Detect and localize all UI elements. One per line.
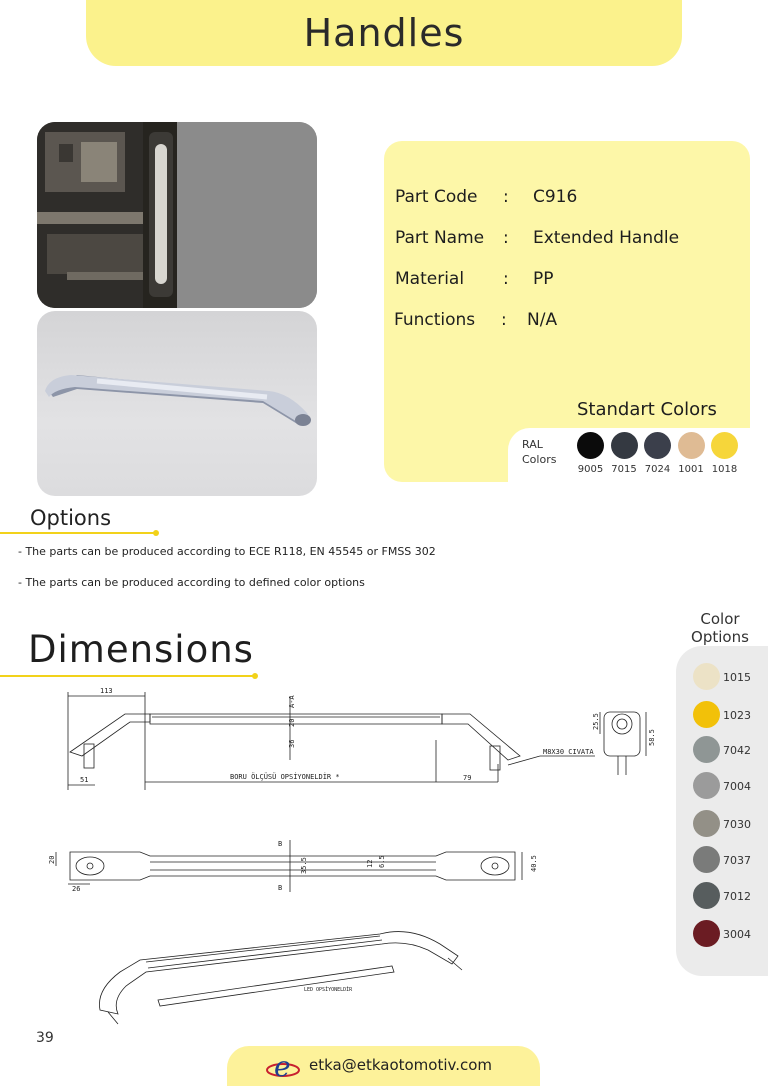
functions-label: Functions: [394, 310, 476, 330]
material-value: PP: [533, 269, 554, 289]
color-option-swatch-7030: [693, 810, 720, 837]
part-name-value: Extended Handle: [533, 228, 680, 248]
dim-113: 113: [100, 687, 113, 695]
dim-58-5: 58.5: [648, 729, 656, 746]
color-option-code-7004: 7004: [723, 780, 751, 793]
part-name-row: [395, 228, 679, 248]
material-row: [395, 269, 554, 289]
section-mark-b-top: B: [278, 840, 283, 848]
section-view: [600, 712, 646, 775]
dim-20-top: 20: [48, 855, 56, 864]
color-option-code-1023: 1023: [723, 709, 751, 722]
color-options-title: [680, 610, 760, 646]
color-options-title-line-2: Options: [691, 628, 749, 646]
color-option-code-7012: 7012: [723, 890, 751, 903]
options-underline: [0, 532, 156, 534]
technical-drawing: [0, 676, 676, 1036]
options-title: Options: [30, 506, 112, 530]
dim-12: 12: [366, 859, 374, 868]
standard-color-swatch-1001: [678, 432, 705, 459]
option-bullet-2: - The parts can be produced according to defined color options: [18, 576, 365, 589]
part-code-row: [395, 187, 577, 207]
isometric-view: [99, 932, 462, 1024]
standard-color-swatch-7015: [611, 432, 638, 459]
dim-25-5: 25.5: [592, 713, 600, 730]
dim-boru-note: BORU ÖLÇÜSÜ OPSİYONELDİR *: [230, 773, 340, 781]
standard-color-code-9005: 9005: [577, 464, 604, 475]
color-option-code-7037: 7037: [723, 854, 751, 867]
standard-color-swatch-9005: [577, 432, 604, 459]
part-code-colon: :: [503, 187, 509, 207]
section-mark-b-bottom: B: [278, 884, 283, 892]
functions-value: N/A: [527, 310, 558, 330]
color-options-panel: [676, 646, 768, 976]
standard-colors-title: Standart Colors: [577, 399, 717, 420]
options-underline-dot: [153, 530, 159, 536]
part-code-label: Part Code: [395, 187, 478, 207]
part-name-colon: :: [503, 228, 509, 248]
functions-colon: :: [501, 310, 507, 330]
product-photo-handle: [37, 311, 317, 496]
dim-36: 36: [288, 739, 296, 748]
page-title: Handles: [303, 11, 465, 55]
ral-colors-label: [522, 437, 562, 467]
ral-label-line-2: Colors: [522, 453, 557, 466]
ral-label-line-1: RAL: [522, 438, 543, 451]
dim-79: 79: [463, 774, 472, 782]
standard-color-code-1001: 1001: [678, 464, 704, 475]
standard-color-code-1018: 1018: [711, 464, 738, 475]
etka-logo-icon: [265, 1050, 301, 1082]
color-option-swatch-1023: [693, 701, 720, 728]
dim-26: 26: [72, 885, 81, 893]
dim-35-5: 35.5: [300, 857, 308, 874]
option-bullet-1: - The parts can be produced according to ECE R118, EN 45545 or FMSS 302: [18, 545, 436, 558]
material-label: Material: [395, 269, 465, 289]
color-option-swatch-7037: [693, 846, 720, 873]
dim-aa: A-A: [288, 695, 296, 708]
color-option-swatch-3004: [693, 920, 720, 947]
color-option-swatch-7012: [693, 882, 720, 909]
color-option-swatch-7042: [693, 736, 720, 763]
led-optional-note: LED OPSİYONELDİR: [304, 987, 353, 993]
dim-40-5: 40.5: [530, 855, 538, 872]
dimensions-title: Dimensions: [28, 628, 254, 671]
dim-m8-bolt: M8X30 CIVATA: [543, 748, 594, 756]
color-option-code-7030: 7030: [723, 818, 751, 831]
part-code-value: C916: [533, 187, 578, 207]
standard-color-code-7015: 7015: [611, 464, 637, 475]
functions-row: [394, 310, 557, 330]
color-option-code-1015: 1015: [723, 671, 751, 684]
material-colon: :: [503, 269, 509, 289]
dim-6-5: 6.5: [378, 855, 386, 868]
color-options-title-line-1: Color: [700, 610, 740, 628]
title-banner: [86, 0, 682, 66]
svg-text:e: e: [274, 1050, 291, 1082]
footer-email-link[interactable]: etka@etkaotomotiv.com: [309, 1056, 493, 1074]
footer-contact: [227, 1046, 540, 1086]
color-option-swatch-1015: [693, 663, 720, 690]
standard-color-swatch-7024: [644, 432, 671, 459]
standard-color-code-7024: 7024: [644, 464, 671, 475]
standard-color-swatch-1018: [711, 432, 738, 459]
page-number: 39: [36, 1030, 54, 1046]
part-name-label: Part Name: [395, 228, 485, 248]
top-view: [56, 840, 522, 892]
dim-51: 51: [80, 776, 89, 784]
color-option-swatch-7004: [693, 772, 720, 799]
product-photo-installed: [37, 122, 317, 308]
color-option-code-7042: 7042: [723, 744, 751, 757]
dim-20: 20: [288, 718, 296, 727]
color-option-code-3004: 3004: [723, 928, 751, 941]
